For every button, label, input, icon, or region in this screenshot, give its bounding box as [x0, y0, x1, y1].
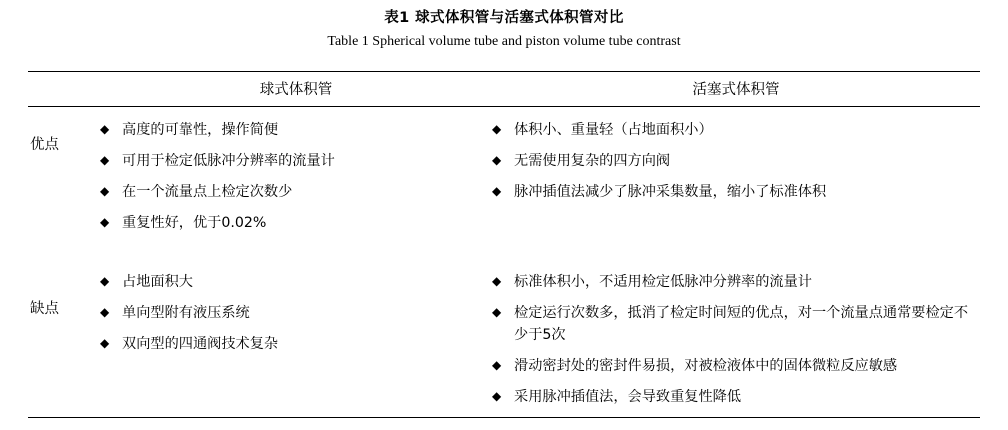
- list-item: [492, 271, 980, 293]
- list-item: [100, 333, 492, 355]
- cell-pros-spherical: [100, 107, 492, 244]
- table-header-row: [28, 72, 980, 107]
- diamond-bullet-icon: ◆: [100, 153, 110, 168]
- list-item-text: 单向型附有液压系统: [122, 305, 250, 322]
- list-item: [100, 212, 492, 234]
- comparison-table: [28, 71, 980, 430]
- row-label-pros: 优点: [28, 107, 100, 244]
- list-item: [100, 181, 492, 203]
- list-item-text: 滑动密封处的密封件易损，对被检液体中的固体微粒反应敏感: [514, 358, 898, 375]
- list-item: [492, 355, 980, 377]
- list-item-text: 在一个流量点上检定次数少: [122, 184, 293, 201]
- list-item-text: 占地面积大: [122, 274, 193, 291]
- list-item-text: 标准体积小，不适用检定低脉冲分辨率的流量计: [514, 274, 812, 291]
- cell-cons-piston: [492, 271, 980, 418]
- list-item: [492, 302, 980, 346]
- diamond-bullet-icon: ◆: [100, 184, 110, 199]
- spacer-cell: [492, 243, 980, 271]
- table-row: [28, 271, 980, 418]
- diamond-bullet-icon: ◆: [492, 122, 502, 137]
- caption-chinese: 表1 球式体积管与活塞式体积管对比: [384, 10, 624, 26]
- table-bottom-rule-row: [28, 418, 980, 430]
- diamond-bullet-icon: ◆: [492, 184, 502, 199]
- list-item-text: 双向型的四通阀技术复杂: [122, 336, 279, 353]
- list-cons-spherical: [100, 271, 492, 355]
- spacer-cell: [100, 243, 492, 271]
- list-item-text: 体积小、重量轻（占地面积小）: [514, 122, 713, 139]
- diamond-bullet-icon: ◆: [100, 122, 110, 137]
- header-cell-piston: 活塞式体积管: [492, 72, 980, 107]
- list-item: [100, 150, 492, 172]
- table-page: [0, 8, 1008, 410]
- bottom-rule-cell: [492, 418, 980, 430]
- diamond-bullet-icon: ◆: [100, 215, 110, 230]
- list-item: [100, 271, 492, 293]
- list-item-text: 高度的可靠性，操作简便: [122, 122, 279, 139]
- cell-pros-piston: [492, 107, 980, 244]
- list-item-text: 采用脉冲插值法，会导致重复性降低: [514, 389, 742, 406]
- list-item-text: 无需使用复杂的四方向阀: [514, 153, 671, 170]
- list-item-text: 检定运行次数多，抵消了检定时间短的优点，对一个流量点通常要检定不少于5次: [514, 305, 969, 344]
- list-item: [100, 302, 492, 324]
- cell-cons-spherical: [100, 271, 492, 418]
- list-item-text: 脉冲插值法减少了脉冲采集数量，缩小了标准体积: [514, 184, 827, 201]
- diamond-bullet-icon: ◆: [100, 305, 110, 320]
- caption-english: Table 1 Spherical volume tube and piston volume tube contrast: [327, 33, 681, 49]
- row-spacer: [28, 243, 980, 271]
- spacer-cell: [28, 243, 100, 271]
- bottom-rule-cell: [100, 418, 492, 430]
- list-item-text: 可用于检定低脉冲分辨率的流量计: [122, 153, 335, 170]
- list-pros-spherical: [100, 119, 492, 234]
- list-item: [492, 119, 980, 141]
- bottom-rule-cell: [28, 418, 100, 430]
- list-item-text: 重复性好，优于0.02%: [122, 215, 267, 232]
- diamond-bullet-icon: ◆: [492, 153, 502, 168]
- diamond-bullet-icon: ◆: [492, 305, 502, 320]
- list-item: [492, 386, 980, 408]
- diamond-bullet-icon: ◆: [492, 274, 502, 289]
- table-row: [28, 107, 980, 244]
- diamond-bullet-icon: ◆: [100, 274, 110, 289]
- row-label-cons: 缺点: [30, 301, 59, 318]
- table-caption: [28, 8, 980, 53]
- list-item: [492, 150, 980, 172]
- list-cons-piston: [492, 271, 980, 408]
- header-cell-spherical: 球式体积管: [100, 72, 492, 107]
- diamond-bullet-icon: ◆: [100, 336, 110, 351]
- header-cell-blank: [28, 72, 100, 107]
- diamond-bullet-icon: ◆: [492, 389, 502, 404]
- list-item: [100, 119, 492, 141]
- list-pros-piston: [492, 119, 980, 203]
- diamond-bullet-icon: ◆: [492, 358, 502, 373]
- list-item: [492, 181, 980, 203]
